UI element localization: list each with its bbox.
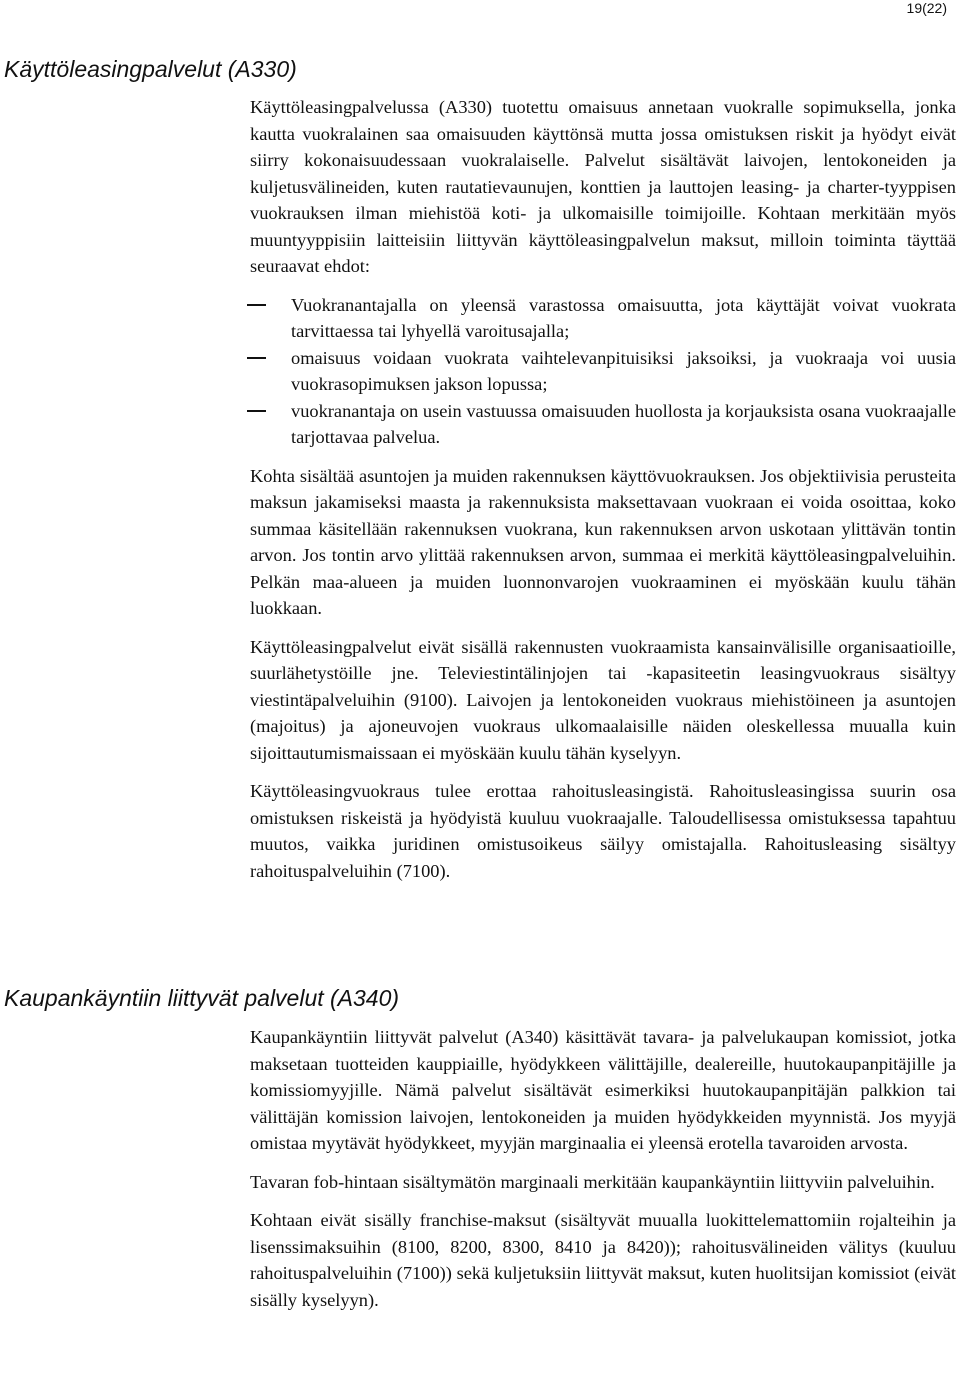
page-number: 19(22) (906, 0, 947, 16)
section-body-a330 (250, 94, 956, 896)
paragraph: Käyttöleasingpalvelut eivät sisällä rakennusten vuokraamista kansainvälisille organisaatioille, suurlähetystöille jne. Televiestintälinjojen tai -kapasiteetin leasingvuokraus sisältyy viestintäpalveluihin (9100). Laivojen ja lentokoneiden vuokraus miehistöineen ja asuntojen (majoitus) ja ajoneuvojen vuokraus ulkomaalaisille näiden oleskellessa muualla kuin sijoittautumismaissaan ei myöskään kuulu tähän kyselyyn. (250, 636, 956, 763)
paragraph: Kaupankäyntiin liittyvät palvelut (A340) käsittävät tavara- ja palvelukaupan komissiot, jotka maksetaan tuotteiden kauppiaille, hyödykkeen välittäjille, dealereille, huutokaupanpitäjille ja komissiomyyjille. Nämä palvelut sisältävät esimerkiksi huutokaupanpitäjän palkkion tai välittäjän komission laivojen, lentokoneiden ja muiden hyödykkeiden myynnistä. Jos myyjä omistaa myytävät hyödykkeet, myyjän marginaalia ei yleensä erotella tavaroiden arvosta. (250, 1027, 956, 1153)
section-heading-a330: Käyttöleasingpalvelut (A330) (4, 56, 297, 82)
section-body-a340 (250, 1024, 956, 1325)
paragraph: Tavaran fob-hintaan sisältymätön marginaali merkitään kaupankäyntiin liittyviin palveluihin. (250, 1171, 935, 1192)
paragraph: Kohtaan eivät sisälly franchise-maksut (sisältyvät muualla luokittelemattomiin rojalteihin ja lisenssimaksuihin (8100, 8200, 8300, 8410 ja 8420)); rahoitusvälineiden välitys (kuuluu rahoituspalveluihin (7100)) sekä kuljetuksiin liittyvät maksut, kuten huolitsijan komissiot (eivät sisälly kyselyyn). (250, 1210, 956, 1310)
section-heading-a340: Kaupankäyntiin liittyvät palvelut (A340) (4, 985, 400, 1011)
paragraph: Käyttöleasingvuokraus tulee erottaa rahoitusleasingistä. Rahoitusleasingissa suurin osa omistuksen riskeistä ja hyödyistä kuuluu vuokraajalle. Taloudellisessa omistuksessa tapahtuu muutos, vaikka juridinen omistusoikeus säilyy omistajalla. Rahoitusleasing sisältyy rahoituspalveluihin (7100). (250, 781, 956, 881)
paragraph: Kohta sisältää asuntojen ja muiden rakennuksen käyttövuokrauksen. Jos objektiivisia perusteita maksun jakamiseksi maasta ja rakennuksista maksettavaan vuokraan ei voida osoittaa, koko summaa käsitellään rakennuksen vuokrana, kun rakennuksen arvon uskotaan ylittävän tontin arvon. Jos tontin arvo ylittää rakennuksen arvon, summaa ei merkitä käyttöleasingpalveluihin. Pelkän maa-alueen ja muiden luonnonvarojen vuokraaminen ei myöskään kuulu tähän luokkaan. (250, 465, 956, 618)
condition-item: vuokranantaja on usein vastuussa omaisuuden huollosta ja korjauksista osana vuokraajalle tarjottavaa palvelua. (250, 398, 956, 451)
condition-item: Vuokranantajalla on yleensä varastossa omaisuutta, jota käyttäjät voivat vuokrata tarvittaessa tai lyhyellä varoitusajalla; (250, 292, 956, 345)
intro-paragraph: Käyttöleasingpalvelussa (A330) tuotettu omaisuus annetaan vuokralle sopimuksella, jonka kautta vuokralainen saa omaisuuden käyttönsä mutta jossa omistuksen riskit ja hyödyt eivät siirry kokonaisuudessaan vuokralaiselle. Palvelut sisältävät laivojen, lentokoneiden ja kuljetusvälineiden, kuten rautatievaunujen, konttien ja lauttojen leasing- ja charter-tyyppisen vuokrauksen ilman miehistöä koti- ja ulkomaisille toimijoille. Kohtaan merkitään myös muuntyyppisiin laitteisiin liittyvän käyttöleasingpalvelun maksut, milloin toiminta täyttää seuraavat ehdot: (250, 97, 956, 276)
conditions-list (250, 292, 956, 451)
condition-item: omaisuus voidaan vuokrata vaihtelevanpituisiksi jaksoiksi, ja vuokraaja voi uusia vuokrasopimuksen jakson lopussa; (250, 345, 956, 398)
